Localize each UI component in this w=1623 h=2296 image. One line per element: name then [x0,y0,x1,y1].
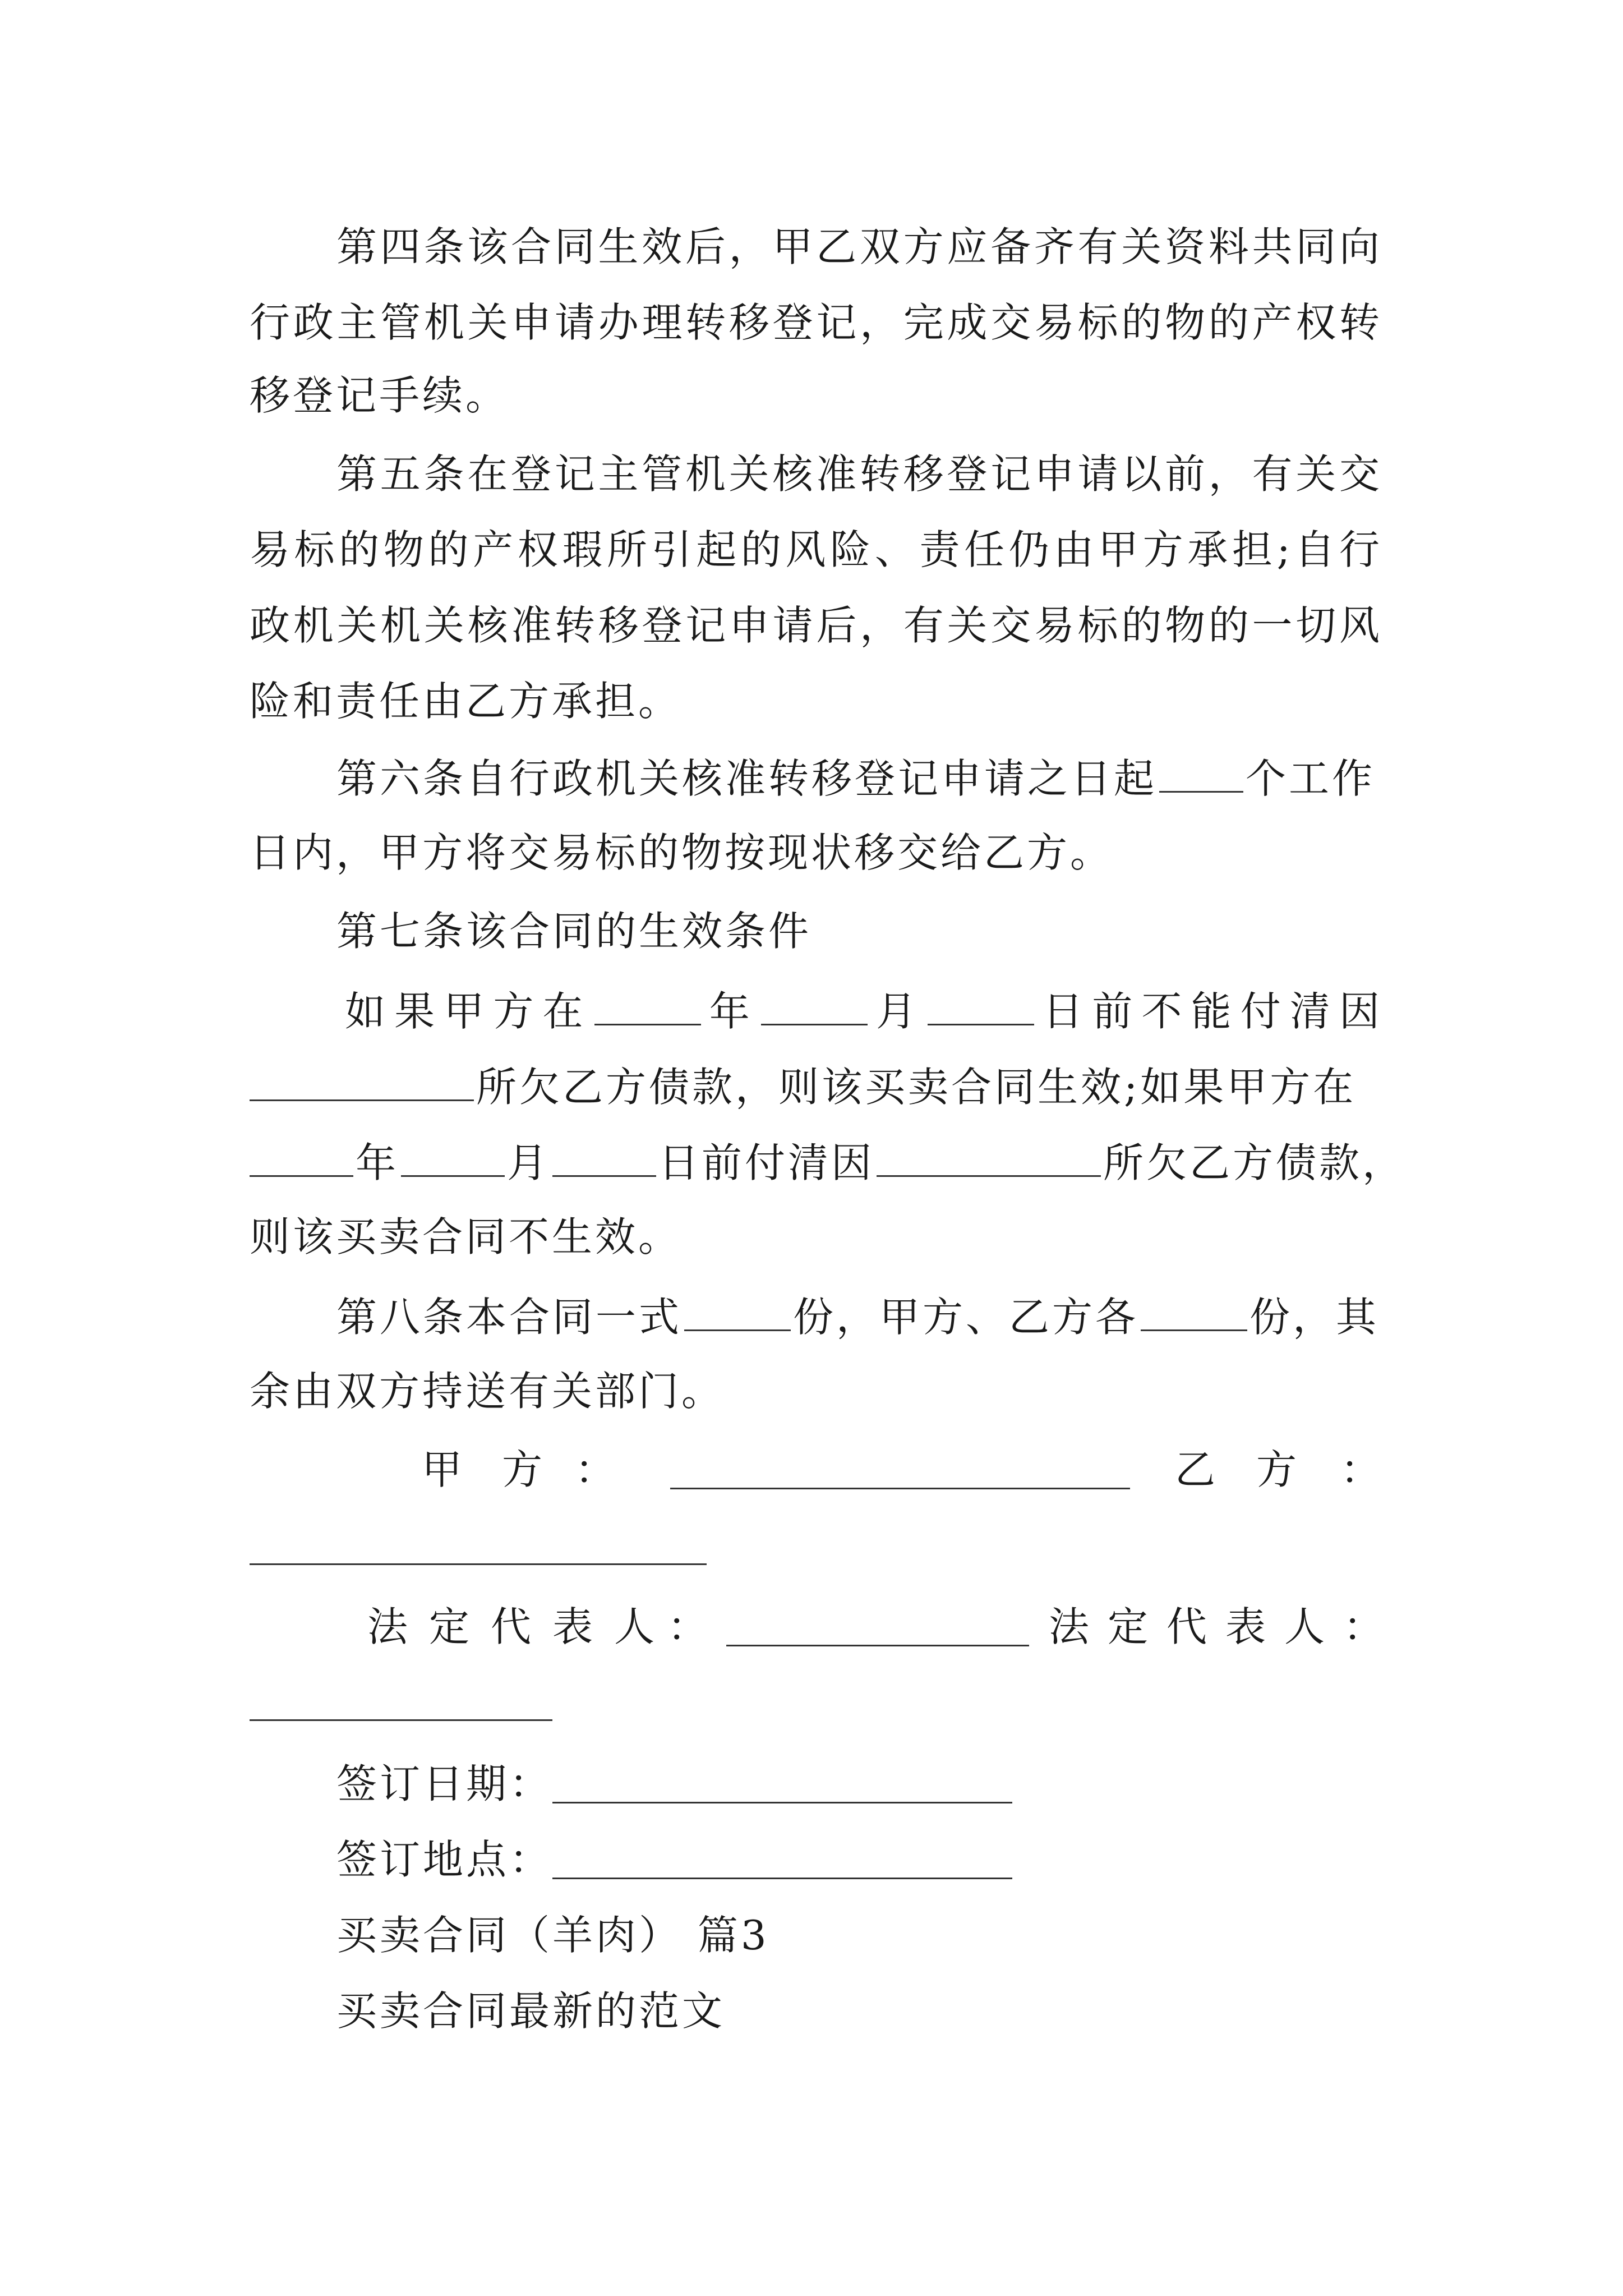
article6-text-b: 个工作 [1246,755,1376,802]
article6-line2: 日内，甲方将交易标的物按现状移交给乙方。 [250,829,1114,876]
article5-line2: 易标的物的产权瑕所引起的风险、责任仍由甲方承担;自行 [250,526,1382,573]
legal-rep-a-char-4: 表 [552,1603,593,1650]
deadline2-day-blank[interactable] [552,1136,656,1177]
copies-total-blank[interactable] [684,1290,791,1331]
deadline2-year-blank[interactable] [250,1136,353,1177]
article7-l3-text-d: 所欠乙方债款， [1103,1139,1406,1186]
legal-rep-b-char-2: 定 [1108,1603,1149,1650]
party-a-char-1: 甲 [422,1446,463,1493]
party-b-colon: ： [1340,1446,1381,1493]
article8-text-c: 份，其 [1249,1294,1380,1341]
legal-rep-b-char-3: 代 [1166,1603,1207,1650]
article4-line1: 第四条该合同生效后，甲乙双方应备齐有关资料共同向 [336,223,1382,270]
legal-rep-a-char-2: 定 [429,1603,470,1650]
party-b-char-1: 乙 [1175,1446,1216,1493]
deadline2-month-blank[interactable] [401,1136,505,1177]
article7-l3-text-c: 日前付清因 [658,1139,875,1186]
party-a-colon: ： [575,1446,616,1493]
article6-line1 [336,752,1382,802]
reason1-blank[interactable] [250,1060,474,1101]
article8-line1 [336,1290,1382,1341]
legal-rep-b-char-4: 表 [1225,1603,1266,1650]
article7-line3 [250,1136,1406,1186]
legal-rep-b-signature-line[interactable] [250,1719,552,1721]
party-a-char-2: 方 [502,1446,543,1493]
sign-place-line[interactable] [552,1878,1012,1879]
article7-line4: 则该买卖合同不生效。 [250,1213,682,1260]
article5-line4: 险和责任由乙方承担。 [250,678,682,725]
legal-rep-b-char-5: 人 [1284,1603,1325,1650]
article7-line1 [345,984,1382,1035]
article7-l2-text: 所欠乙方债款，则该买卖合同生效;如果甲方在 [476,1064,1357,1111]
party-a-signature-line[interactable] [670,1488,1130,1489]
legal-rep-a-colon: ： [667,1603,708,1650]
article4-line3: 移登记手续。 [250,372,509,419]
article7-title: 第七条该合同的生效条件 [336,908,812,955]
article7-l3-text-a: 年 [356,1139,399,1186]
article4-line2: 行政主管机关申请办理转移登记，完成交易标的物的产权转 [250,299,1382,346]
sign-date-label: 签订日期： [336,1760,553,1807]
article8-line2: 余由双方持送有关部门。 [250,1368,725,1415]
sign-place-label: 签订地点： [336,1836,553,1883]
article7-l1-text-b: 年 [703,988,759,1035]
legal-rep-b-colon: ： [1343,1603,1384,1650]
legal-rep-a-char-3: 代 [491,1603,532,1650]
section-heading: 买卖合同（羊肉） 篇3 [336,1912,769,1959]
legal-rep-a-char-5: 人 [614,1603,655,1650]
deadline1-year-blank[interactable] [594,984,701,1025]
article7-l1-text-c: 月 [869,988,926,1035]
article7-l1-text-a: 如果甲方在 [345,988,592,1035]
article8-text-b: 份，甲方、乙方各 [793,1294,1139,1341]
article7-line2 [250,1060,1382,1111]
legal-rep-a-signature-line[interactable] [726,1645,1029,1646]
article5-line1: 第五条在登记主管机关核准转移登记申请以前，有关交 [336,450,1382,498]
section-subheading: 买卖合同最新的范文 [336,1987,726,2035]
party-b-signature-line[interactable] [250,1563,707,1565]
deadline1-month-blank[interactable] [761,984,868,1025]
legal-rep-a-char-1: 法 [367,1603,408,1650]
party-b-char-2: 方 [1256,1446,1297,1493]
reason2-blank[interactable] [877,1136,1101,1177]
sign-date-line[interactable] [552,1802,1012,1803]
article5-line3: 政机关机关核准转移登记申请后，有关交易标的物的一切风 [250,602,1382,649]
legal-rep-b-char-1: 法 [1049,1603,1090,1650]
article8-text-a: 第八条本合同一式 [336,1294,683,1341]
article7-l1-text-d: 日前不能付清因 [1036,988,1382,1035]
article6-text-a: 第六条自行政机关核准转移登记申请之日起 [336,755,1158,802]
article7-l3-text-b: 月 [507,1139,551,1186]
deadline1-day-blank[interactable] [928,984,1034,1025]
copies-each-blank[interactable] [1141,1290,1247,1331]
workdays-blank[interactable] [1159,752,1243,793]
